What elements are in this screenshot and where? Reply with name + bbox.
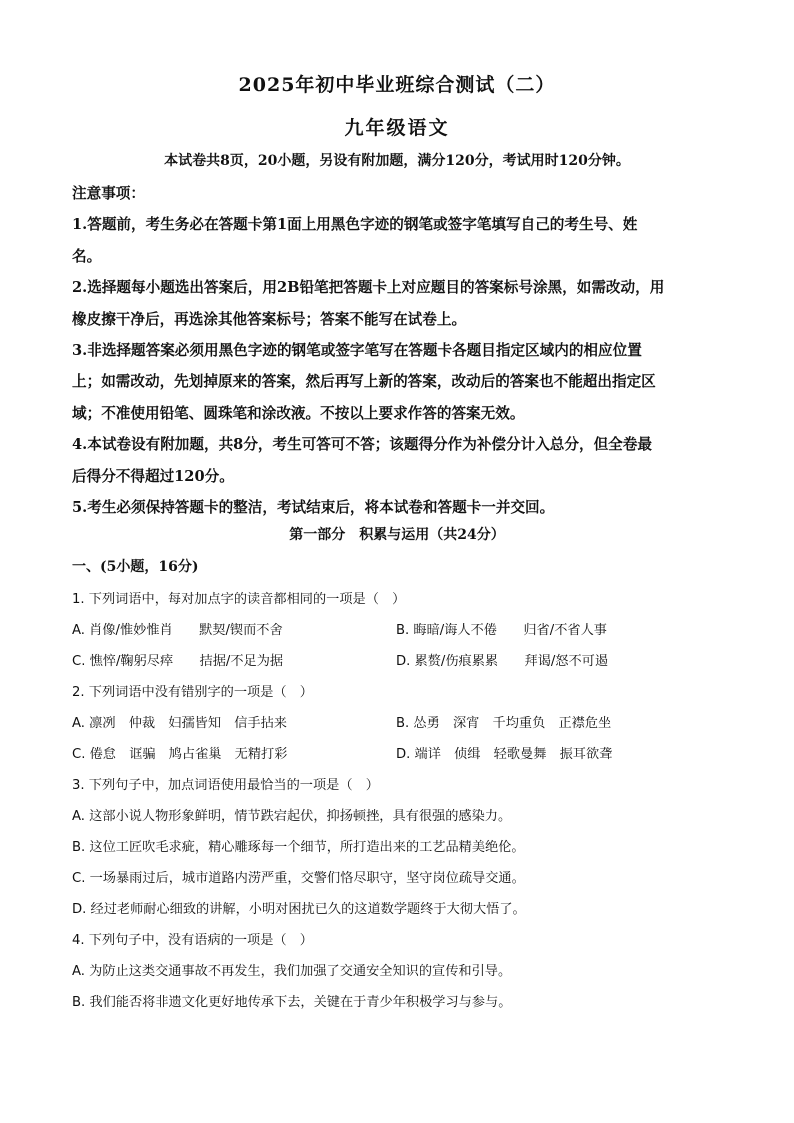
question-3-option-c: C. 一场暴雨过后，城市道路内涝严重，交警们恪尽职守，坚守岗位疏导交通。 [72,871,525,886]
part-one-heading: 第一部分 积累与运用（共24分） [289,527,505,543]
question-3-stem: 3. 下列句子中，加点词语使用最恰当的一项是（ ） [72,778,379,793]
notes-line: 后得分不得超过120分。 [72,467,234,485]
notes-section [72,178,726,523]
question-1-option-a: A. 肖像/惟妙惟肖 默契/锲而不舍 [72,623,283,638]
question-3-option-b: B. 这位工匠吹毛求疵，精心雕琢每一个细节，所打造出来的工艺品精美绝伦。 [72,840,525,855]
notes-line: 域；不准使用铅笔、圆珠笔和涂改液。不按以上要求作答的答案无效。 [72,404,525,422]
question-2-stem: 2. 下列词语中没有错别字的一项是（ ） [72,685,313,700]
exam-intro: 本试卷共8页，20小题，另设有附加题，满分120分，考试用时120分钟。 [164,153,630,169]
notes-line: 上；如需改动，先划掉原来的答案，然后再写上新的答案，改动后的答案也不能超出指定区 [72,373,656,391]
notes-heading: 注意事项： [72,185,145,202]
section-one-heading: 一、(5小题，16分) [72,559,199,575]
question-3-option-d: D. 经过老师耐心细致的讲解，小明对困扰已久的这道数学题终于大彻大悟了。 [72,902,526,917]
questions-block [72,584,732,1018]
question-4-option-b: B. 我们能否将非遗文化更好地传承下去，关键在于青少年积极学习与参与。 [72,995,512,1010]
question-1-option-d: D. 累赘/伤痕累累 拜谒/怒不可遏 [396,654,609,669]
notes-line: 橡皮擦干净后，再选涂其他答案标号；答案不能写在试卷上。 [72,310,467,328]
notes-line: 3.非选择题答案必须用黑色字迹的钢笔或签字笔写在答题卡各题目指定区域内的相应位置 [72,342,642,360]
question-2-option-c: C. 倦怠 诓骗 鸠占雀巢 无精打彩 [72,747,288,762]
question-2-options-row-2 [72,739,732,770]
notes-line: 2.选择题每小题选出答案后，用2B铅笔把答题卡上对应题目的答案标号涂黑，如需改动，用 [72,279,665,297]
question-2-option-a: A. 凛冽 仲裁 妇孺皆知 信手拈来 [72,716,287,731]
question-1-options-row-1 [72,615,732,646]
question-2-options-row-1 [72,708,732,739]
question-1-stem: 1. 下列词语中，每对加点字的读音都相同的一项是（ ） [72,592,406,607]
notes-line: 1.答题前，考生务必在答题卡第1面上用黑色字迹的钢笔或签字笔填写自己的考生号、姓 [72,216,638,234]
question-1-option-c: C. 憔悴/鞠躬尽瘁 拮据/不足为据 [72,654,284,669]
exam-title: 2025年初中毕业班综合测试（二） [238,74,556,96]
question-2-option-b: B. 怂勇 深宵 千均重负 正襟危坐 [396,716,612,731]
question-1-option-b: B. 晦暗/诲人不倦 归省/不省人事 [396,623,607,638]
exam-subtitle: 九年级语文 [344,117,450,139]
question-3-option-a: A. 这部小说人物形象鲜明，情节跌宕起伏，抑扬顿挫，具有很强的感染力。 [72,809,512,824]
notes-line: 4.本试卷设有附加题，共8分，考生可答可不答；该题得分作为补偿分计入总分，但全卷最 [72,436,652,454]
question-4-option-a: A. 为防止这类交通事故不再发生，我们加强了交通安全知识的宣传和引导。 [72,964,512,979]
question-1-options-row-2 [72,646,732,677]
question-4-stem: 4. 下列句子中，没有语病的一项是（ ） [72,933,313,948]
notes-line: 名。 [72,247,102,265]
question-2-option-d: D. 端详 侦缉 轻歌曼舞 振耳欲聋 [396,747,613,762]
notes-line: 5.考生必须保持答题卡的整洁，考试结束后，将本试卷和答题卡一并交回。 [72,499,555,517]
